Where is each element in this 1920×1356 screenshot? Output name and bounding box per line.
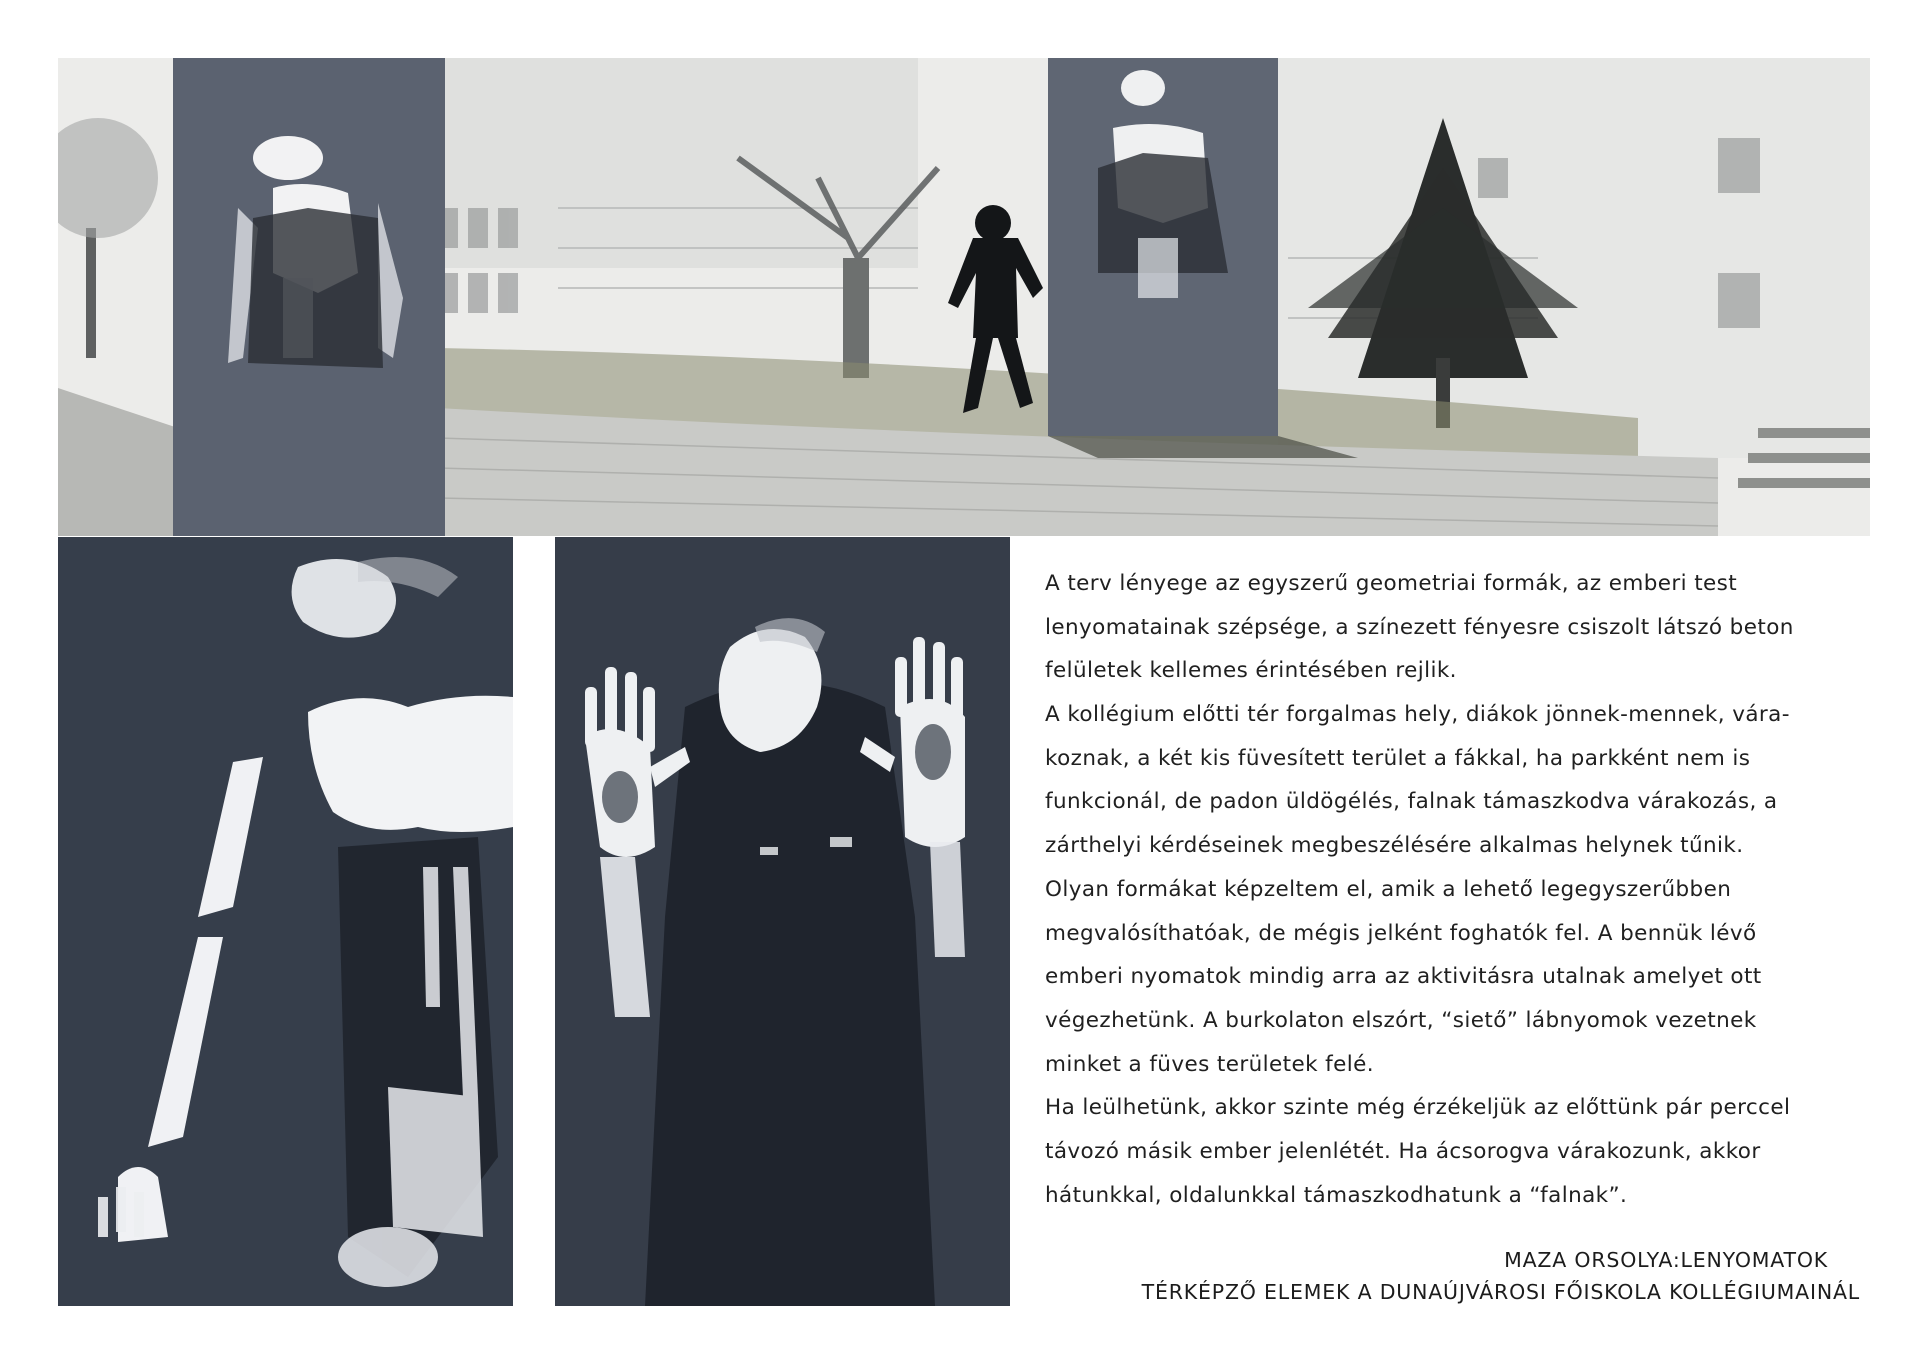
body-print-graphic (58, 537, 513, 1306)
description-line: végezhetünk. A burkolaton elszórt, “siető” lábnyomok vezetnek (1045, 1007, 1757, 1033)
description-line: lenyomatainak szépsége, a színezett fényesre csiszolt látszó beton (1045, 614, 1794, 640)
description-line: Olyan formákat képzeltem el, amik a lehető legegyszerűbben (1045, 876, 1732, 902)
description-line: minket a füves területek felé. (1045, 1051, 1375, 1077)
description-line: koznak, a két kis füvesített terület a fákkal, ha parkként nem is (1045, 745, 1751, 771)
author-title: MAZA ORSOLYA:LENYOMATOK (1504, 1248, 1828, 1272)
body-print-photo (58, 537, 513, 1306)
hero-collage-graphic (58, 58, 1870, 536)
description-line: felületek kellemes érintésében rejlik. (1045, 658, 1457, 684)
description-line: funkcionál, de padon üldögélés, falnak támaszkodva várakozás, a (1045, 789, 1778, 815)
project-subtitle: TÉRKÉPZŐ ELEMEK A DUNAÚJVÁROSI FŐISKOLA KOLLÉGIUMAINÁL (1141, 1280, 1860, 1304)
description-line: távozó másik ember jelenlétét. Ha ácsorogva várakozunk, akkor (1045, 1138, 1761, 1164)
description-line: emberi nyomatok mindig arra az aktivitásra utalnak amelyet ott (1045, 964, 1762, 990)
hands-print-photo (555, 537, 1010, 1306)
description-text (1045, 562, 1875, 1217)
description-line: A terv lényege az egyszerű geometriai formák, az emberi test (1045, 571, 1738, 596)
description-line: A kollégium előtti tér forgalmas hely, diákok jönnek-mennek, vára- (1045, 702, 1790, 728)
description-line: zárthelyi kérdéseinek megbeszélésére alkalmas helynek tűnik. (1045, 833, 1744, 859)
hands-print-graphic (555, 537, 1010, 1306)
description-line: Ha leülhetünk, akkor szinte még érzékeljük az előttünk pár perccel (1045, 1095, 1791, 1121)
description-line: hátunkkal, oldalunkkal támaszkodhatunk a “falnak”. (1045, 1182, 1628, 1208)
credits-block (1020, 1248, 1860, 1312)
hero-collage-image (58, 58, 1870, 536)
description-line: megvalósíthatóak, de mégis jelként foghatók fel. A bennük lévő (1045, 920, 1757, 946)
